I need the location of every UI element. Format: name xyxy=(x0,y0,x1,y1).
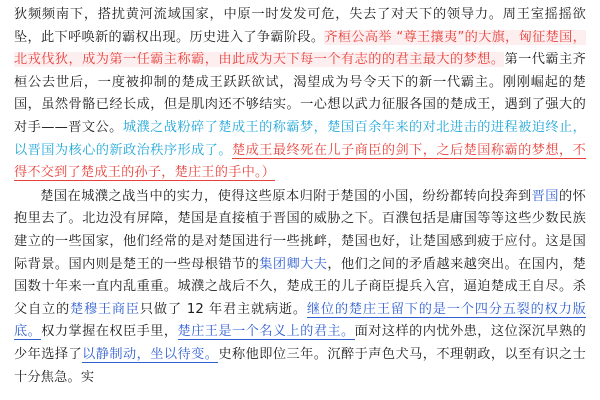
text-run-highlight-red: 的大旗，匈征楚国，北戎伐狄，成为第一任霸主称霸，由此成为天下每一个有志的的君主最大的梦想。 xyxy=(14,29,586,68)
text-run: 只做了 12 年君主就病逝。 xyxy=(139,301,307,317)
text-run-blue-underline: 以静制动，坐以待变。 xyxy=(82,346,219,362)
paragraph-2 xyxy=(14,186,586,389)
text-run: 权力掌握在权臣手里， xyxy=(41,324,178,340)
text-run: 狄频频南下，搭扰黄河流域国家，中原一时发发可危，失去了对天下的领导力。周王室 xyxy=(14,7,545,22)
text-run: 的怀抱里去了。北边没有屏障，楚国是直接植于晋国的威胁之下。百濮包括是庸国等等这些少数民族建立的一些国家，他们经常的是对楚国进行一些挑衅，楚国也好，让楚国感到疲于应付。这是国际背景。国内则是楚王的一些母根错节的 xyxy=(14,188,587,272)
paragraph-1 xyxy=(14,4,586,185)
text-run: 史称他即位三年。沉醉于声色犬马，不理朝政，以至有识之士十分焦急。实 xyxy=(14,346,586,385)
text-run-blue-underline: 继位的楚庄王留下的是一个四分五裂的权力版底。 xyxy=(14,301,587,340)
text-run: 楚国在城濮之战当中的实力，使得这些原本归附于楚国的小国，纷纷都转向投奔到 xyxy=(40,188,532,204)
text-run-blue: 集团卿大夫 xyxy=(259,256,328,272)
text-run: 面对这样的内忧外患，这位深沉早熟的少年选择了 xyxy=(14,324,586,362)
text-run-red-underline: 楚成王最终死在儿子商臣的剑下，之后楚国称霸的梦想，不得不交到了楚成王的孙子，楚庄王的手中。） xyxy=(14,142,586,181)
text-run-highlight-red: 齐桓公高举 “尊王攘夷” xyxy=(324,29,465,45)
text-run-blue-underline: 楚庄王是一个名义上的君主。 xyxy=(177,324,355,340)
text-run-cyan: 城濮之战粉碎了楚成王的称霸梦，楚国百余年来的对北进击的进程被迫终止，以晋国为核心的新政治秩序形成了。 xyxy=(14,119,587,158)
text-run: 第一代霸主齐桓公去世后，一度被抑制的楚成王跃跃欲试，渴望成为号令天下的新一代霸主。刚刚崛起的楚国，虽然骨骼已经长成，但是肌肉还不够结实。一心想以武力征服各国的楚成王，遇到了强大的对手——晋文公。 xyxy=(14,52,586,135)
text-run-blue: 晋国 xyxy=(531,188,559,204)
text-run: 摇摇欲坠，此下呼唤新的霸权出现。历史进入了争霸阶段。 xyxy=(14,7,586,45)
text-run-blue: 楚穆王商臣 xyxy=(69,301,140,317)
text-run: ，他们之间的矛盾越来越突出。在国内，楚国数十年来一直内乱重重。城濮之战后不久，楚成王的儿子商臣提兵入宫，逼迫楚成王自尽。杀父自立的 xyxy=(14,256,586,317)
